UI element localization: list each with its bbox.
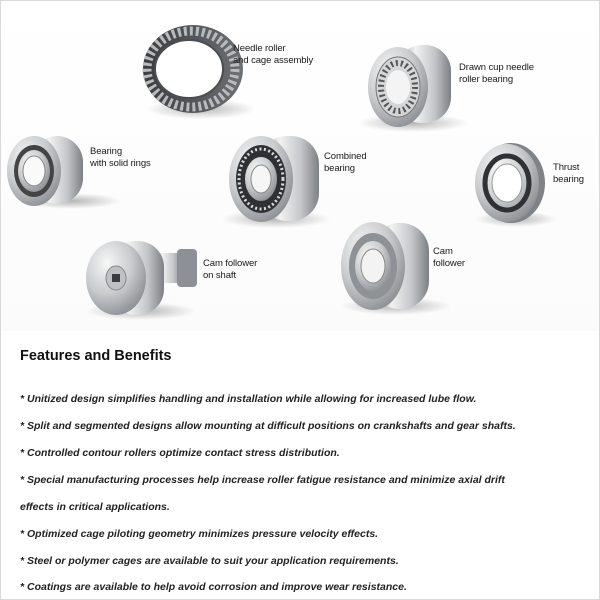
drawn-cup-image [358, 45, 468, 132]
solid-rings-caption: Bearing with solid rings [90, 146, 151, 169]
feature-item: * Controlled contour rollers optimize contact stress distribution. [20, 447, 340, 459]
drawn-cup-caption: Drawn cup needle roller bearing [459, 62, 534, 85]
product-photo-panel [1, 1, 599, 331]
feature-item: * Steel or polymer cages are available to suit your application requirements. [20, 555, 399, 567]
features-heading: Features and Benefits [20, 348, 172, 364]
feature-item-continuation: effects in critical applications. [20, 501, 170, 513]
needle-roller-cage-caption: Needle roller and cage assembly [233, 43, 314, 66]
feature-item: * Special manufacturing processes help increase roller fatigue resistance and minimize axial drift [20, 474, 505, 486]
combined-bearing-caption: Combined bearing [324, 151, 367, 174]
thrust-bearing-caption: Thrust bearing [553, 162, 584, 185]
needle-roller-cage-image [143, 25, 256, 119]
feature-item: * Split and segmented designs allow mounting at difficult positions on crankshafts and gear shafts. [20, 420, 516, 432]
cam-follower-caption: Cam follower [433, 246, 465, 269]
feature-item: * Optimized cage piloting geometry minimizes pressure velocity effects. [20, 528, 379, 540]
feature-item: * Unitized design simplifies handling and installation while allowing for increased lube flow. [20, 393, 477, 405]
feature-item: * Coatings are available to help avoid corrosion and improve wear resistance. [20, 581, 407, 593]
cam-follower-shaft-caption: Cam follower on shaft [203, 258, 258, 281]
cam-follower-shaft-image [86, 241, 197, 320]
thrust-bearing-image [475, 143, 556, 227]
combined-bearing-image [221, 136, 331, 228]
